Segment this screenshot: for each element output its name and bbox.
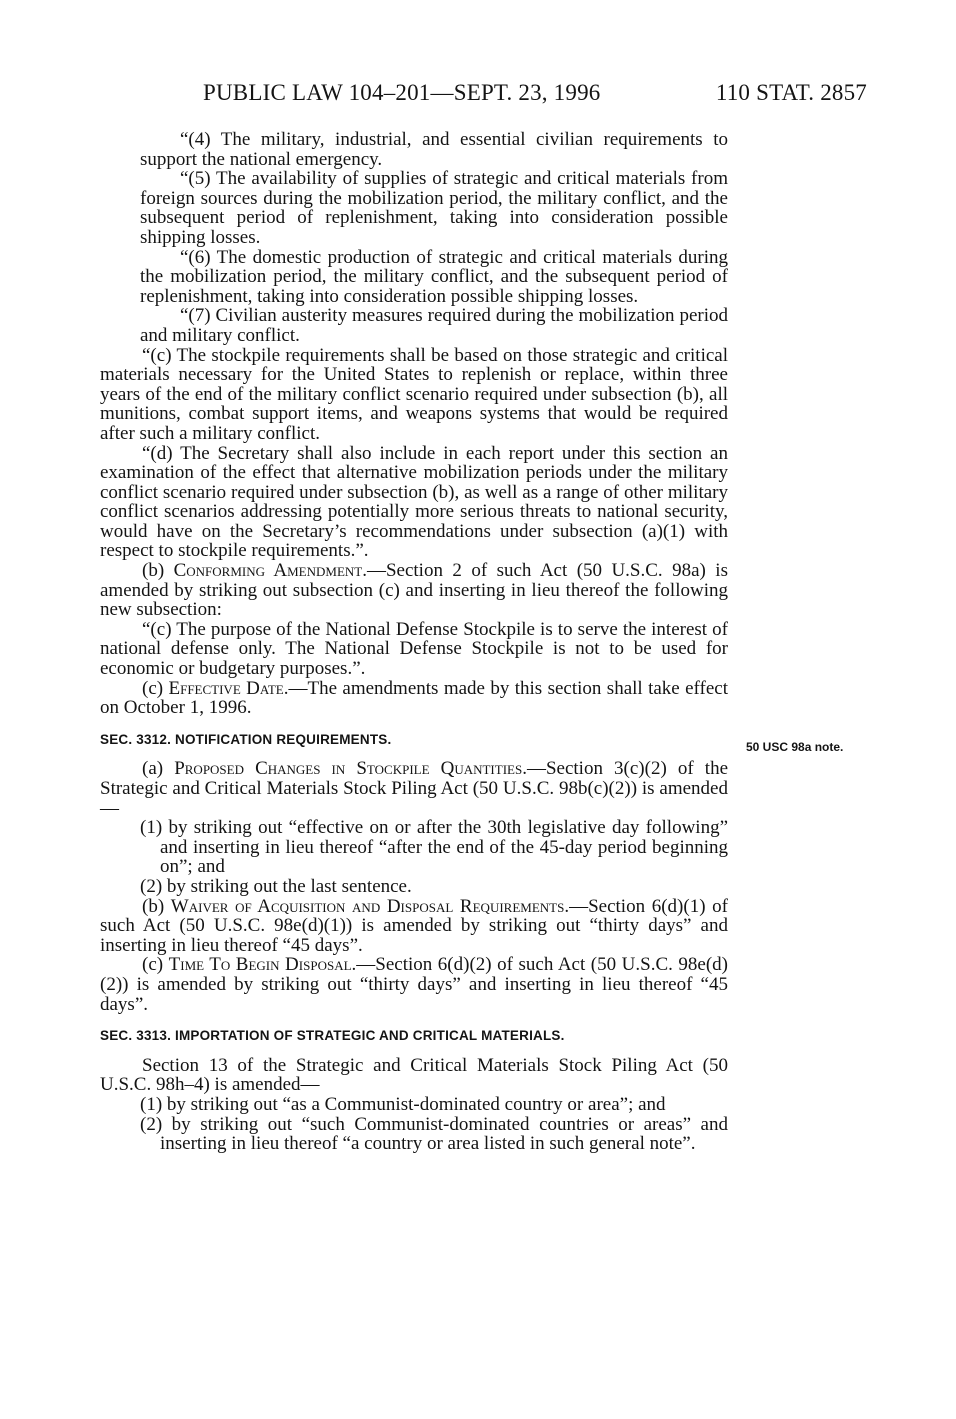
paragraph-5: “(5) The availability of supplies of strategic and critical materials from foreign sources during the mobilization period, the military conflict, and the subsequent period of replenishment, taking into consideration possible shipping losses. (140, 168, 728, 248)
sec3312-item-1: (1) by striking out “effective on or after the 30th legislative day following” and inserting in lieu thereof “after the end of the 45-day period beginning on”; and (140, 817, 728, 878)
paragraph-label: (c) (142, 954, 169, 976)
page-header (203, 80, 867, 110)
quoted-list (100, 130, 728, 346)
section-3312-heading: SEC. 3312. NOTIFICATION REQUIREMENTS. (100, 731, 392, 747)
paragraph-heading: Conforming Amendment (173, 560, 363, 582)
paragraph-label: (c) (142, 677, 169, 699)
header-title: PUBLIC LAW 104–201—SEPT. 23, 1996 (203, 80, 601, 105)
sec3313-item-2: (2) by striking out “such Communist-dominated countries or areas” and inserting in lieu thereof “a country or area listed in such general note”. (140, 1113, 728, 1155)
sec3313-item-1: (1) by striking out “as a Communist-dominated country or area”; and (140, 1093, 666, 1115)
paragraph-label: (b) (142, 560, 174, 582)
paragraph-6: “(6) The domestic production of strategic and critical materials during the mobilization period, the military conflict, and the subsequent period of replenishment, taking into consideration possible shipping losses. (140, 246, 728, 307)
paragraph-d: “(d) The Secretary shall also include in each report under this section an examination of the effect that alternative mobilization periods under the military conflict scenario required under subsection (b), as well as a range of other military conflict scenarios addressing potentially more serious threats to national security, would have on the Secretary’s recommendations under subsection (a)(1) with respect to stockpile requirements.”. (100, 442, 728, 562)
header-page-number: 110 STAT. 2857 (715, 80, 867, 105)
paragraph-c: “(c) The stockpile requirements shall be based on those strategic and critical materials necessary for the United States to replenish or replace, within three years of the end of the military conflict scenario required under subsection (b), all munitions, combat support items, and weapons systems that would be required after such a military conflict. (100, 344, 728, 444)
sec3312-b (100, 897, 728, 956)
paragraph-heading: Effective Date (168, 677, 284, 699)
paragraph-text: .—Section 6(d)(2) of such Act (50 U.S.C. 98e(d)(2)) is amended by striking out “thirty days” and inserting in lieu thereof “45 days”. (100, 954, 729, 1015)
section-3313-heading: SEC. 3313. IMPORTATION OF STRATEGIC AND CRITICAL MATERIALS. (100, 1028, 565, 1044)
sec3313-intro: Section 13 of the Strategic and Critical Materials Stock Piling Act (50 U.S.C. 98h–4) is amended— (100, 1054, 728, 1096)
paragraph-label: (b) (142, 895, 171, 917)
paragraph-text: .—Section 3(c)(2) of the Strategic and Critical Materials Stock Piling Act (50 U.S.C. 98b(c)(2)) is amended— (100, 758, 728, 819)
paragraph-4: “(4) The military, industrial, and essential civilian requirements to support the national emergency. (140, 129, 728, 170)
sec3312-a (100, 759, 728, 818)
paragraph-text: .—Section 2 of such Act (50 U.S.C. 98a) is amended by striking out subsection (c) and inserting in lieu thereof the following new subsection: (100, 560, 728, 621)
paragraph-7: “(7) Civilian austerity measures required during the mobilization period and military conflict. (140, 305, 728, 346)
paragraph-c-effective (100, 679, 728, 718)
paragraph-label: (a) (142, 758, 175, 780)
paragraph-heading: Proposed Changes in Stockpile Quantities (174, 758, 523, 780)
margin-note: 50 USC 98a note. (746, 740, 844, 754)
sec3312-c (100, 955, 728, 1014)
sec3312-item-2: (2) by striking out the last sentence. (140, 875, 412, 897)
paragraph-text: .—Section 6(d)(1) of such Act (50 U.S.C. 98e(d)(1)) is amended by striking out “thirty days” and inserting in lieu thereof “45 days”. (100, 895, 728, 956)
quoted-subsection-c: “(c) The purpose of the National Defense Stockpile is to serve the interest of national defense only. The National Defense Stockpile is not to be used for economic or budgetary purposes.”. (100, 618, 728, 680)
paragraph-heading: Time To Begin Disposal (168, 954, 352, 976)
paragraph-heading: Waiver of Acquisition and Disposal Requirements (170, 895, 565, 917)
document-body (100, 130, 728, 1154)
paragraph-b-conforming (100, 561, 728, 620)
paragraph-text: .—The amendments made by this section shall take effect on October 1, 1996. (100, 677, 729, 719)
